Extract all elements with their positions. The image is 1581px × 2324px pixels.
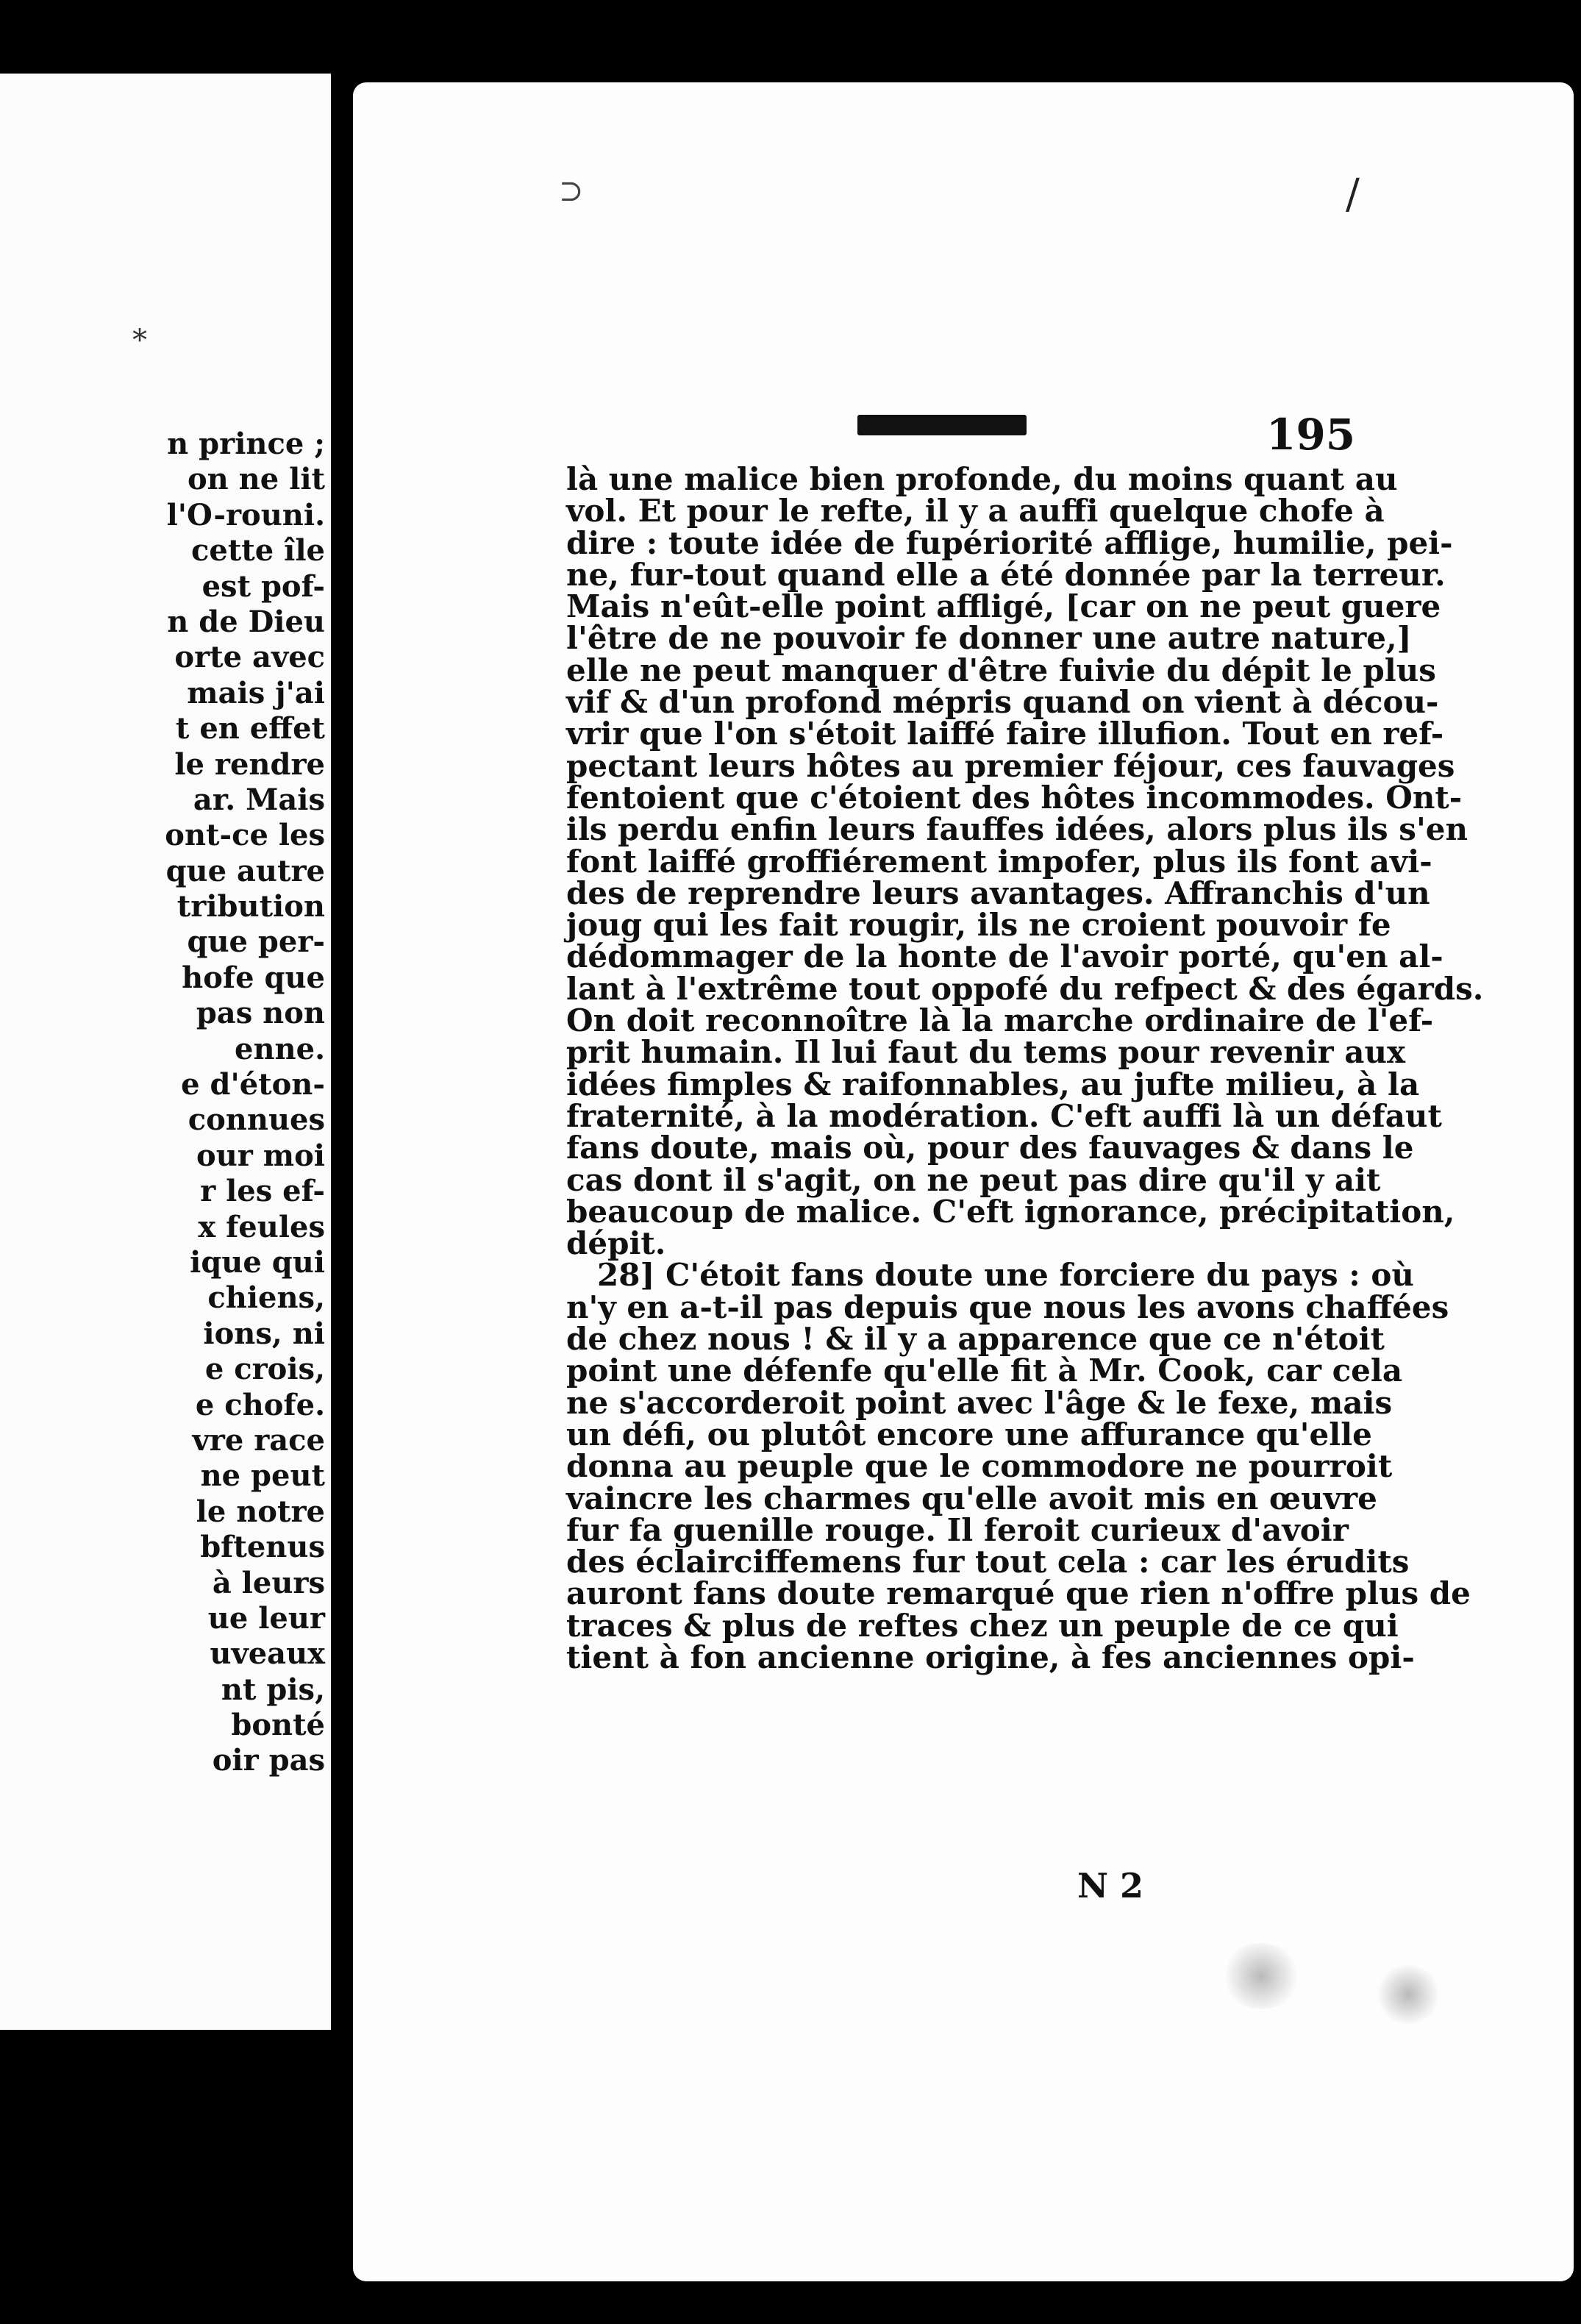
text-line: traces & plus de reftes chez un peuple de ce qui bbox=[566, 1607, 1399, 1644]
left-page-line: hofe que bbox=[182, 960, 325, 995]
smudge-mark bbox=[1221, 1943, 1302, 2009]
left-page-line: x feules bbox=[198, 1209, 325, 1244]
left-page-line: bonté bbox=[231, 1708, 325, 1743]
text-line: On doit reconnoître là la marche ordinaire de l'ef- bbox=[566, 1002, 1434, 1039]
text-line: un défi, ou plutôt encore une affurance qu'elle bbox=[566, 1416, 1372, 1452]
text-line: auront fans doute remarqué que rien n'offre plus de bbox=[566, 1575, 1471, 1612]
left-page-line: on ne lit bbox=[187, 462, 325, 497]
header-ornament bbox=[857, 415, 1027, 435]
left-page-line: r les ef- bbox=[200, 1174, 325, 1209]
left-page-line: oir pas bbox=[212, 1743, 325, 1778]
text-line: beaucoup de malice. C'eft ignorance, précipitation, bbox=[566, 1193, 1455, 1230]
text-line: des éclairciffemens fur tout cela : car les érudits bbox=[566, 1544, 1410, 1580]
left-page bbox=[0, 74, 331, 2030]
text-line: donna au peuple que le commodore ne pourroit bbox=[566, 1448, 1393, 1485]
left-page-line: e chofe. bbox=[195, 1387, 325, 1422]
left-page-line: nt pis, bbox=[221, 1672, 325, 1707]
left-page-line: mais j'ai bbox=[187, 675, 325, 710]
left-page-line: enne. bbox=[235, 1031, 325, 1066]
left-page-line: ne peut bbox=[200, 1458, 325, 1494]
text-line: fraternité, à la modération. C'eft auffi là un défaut bbox=[566, 1097, 1442, 1134]
left-page-line: uveaux bbox=[210, 1636, 325, 1672]
text-line: vif & d'un profond mépris quand on vient à décou- bbox=[566, 684, 1439, 721]
text-line: vrir que l'on s'étoit laiffé faire illufion. Tout en ref- bbox=[566, 716, 1444, 752]
text-line: cas dont il s'agit, on ne peut pas dire qu'il y ait bbox=[566, 1161, 1381, 1198]
text-line: ne s'accorderoit point avec l'âge & le fexe, mais bbox=[566, 1384, 1393, 1421]
text-line: là une malice bien profonde, du moins quant au bbox=[566, 461, 1398, 497]
text-line: dépit. bbox=[566, 1225, 666, 1262]
page-number: 195 bbox=[1266, 410, 1356, 460]
left-page-line: que autre bbox=[165, 853, 325, 888]
left-page-line: le notre bbox=[196, 1494, 325, 1529]
text-line: point une défenfe qu'elle fit à Mr. Cook, car cela bbox=[566, 1352, 1403, 1389]
left-page-line: ions, ni bbox=[203, 1316, 325, 1351]
text-line: lant à l'extrême tout oppofé du refpect & des égards. bbox=[566, 970, 1484, 1007]
left-page-line: vre race bbox=[192, 1422, 325, 1458]
text-line: vol. Et pour le refte, il y a auffi quelque chofe à bbox=[566, 493, 1385, 530]
slash-mark: / bbox=[1346, 171, 1360, 218]
text-line: tient à fon ancienne origine, à fes anciennes opi- bbox=[566, 1639, 1415, 1675]
text-line: de chez nous ! & il y a apparence que ce n'étoit bbox=[566, 1321, 1385, 1358]
left-page-line: tribution bbox=[176, 889, 325, 924]
text-line: font laiffé groffiérement impofer, plus ils font avi- bbox=[566, 843, 1432, 880]
left-page-mark: * bbox=[132, 324, 147, 357]
signature-mark: N 2 bbox=[1077, 1866, 1144, 1906]
left-page-line: bftenus bbox=[200, 1530, 325, 1565]
smudge-mark bbox=[1375, 1965, 1441, 2024]
left-page-line: e d'éton- bbox=[181, 1067, 325, 1102]
text-line: fentoient que c'étoient des hôtes incommodes. Ont- bbox=[566, 779, 1463, 816]
left-page-line: orte avec bbox=[174, 640, 325, 675]
corner-mark: ⊃ bbox=[559, 174, 584, 208]
text-line: l'être de ne pouvoir fe donner une autre nature,] bbox=[566, 620, 1412, 657]
text-line: 28] C'étoit fans doute une forciere du pays : où bbox=[597, 1257, 1414, 1294]
text-line: dédommager de la honte de l'avoir porté, qu'en al- bbox=[566, 938, 1443, 975]
text-line: ne, fur-tout quand elle a été donnée par la terreur. bbox=[566, 556, 1446, 593]
text-line: fans doute, mais où, pour des fauvages & dans le bbox=[566, 1130, 1414, 1166]
left-page-line: à leurs bbox=[212, 1565, 325, 1600]
left-page-line: ique qui bbox=[190, 1244, 325, 1280]
text-line: fur fa guenille rouge. Il feroit curieux d'avoir bbox=[566, 1511, 1349, 1548]
left-page-line: e crois, bbox=[204, 1352, 325, 1387]
left-page-line: n de Dieu bbox=[167, 604, 325, 639]
left-page-line: que per- bbox=[187, 924, 325, 960]
left-page-line: le rendre bbox=[174, 746, 325, 782]
left-page-line: pas non bbox=[196, 996, 325, 1031]
text-line: prit humain. Il lui faut du tems pour revenir aux bbox=[566, 1034, 1406, 1071]
left-page-line: ar. Mais bbox=[193, 782, 325, 817]
text-line: n'y en a-t-il pas depuis que nous les avons chaffées bbox=[566, 1288, 1449, 1325]
text-line: elle ne peut manquer d'être fuivie du dépit le plus bbox=[566, 652, 1436, 688]
text-line: Mais n'eût-elle point affligé, [car on ne peut guere bbox=[566, 588, 1441, 625]
text-line: des de reprendre leurs avantages. Affranchis d'un bbox=[566, 874, 1430, 911]
body-text bbox=[566, 461, 1484, 1675]
left-page-line: cette île bbox=[191, 533, 325, 568]
text-line: idées fimples & raifonnables, au jufte milieu, à la bbox=[566, 1066, 1420, 1102]
left-page-text bbox=[165, 427, 325, 1779]
left-page-line: ont-ce les bbox=[165, 818, 325, 853]
text-line: dire : toute idée de fupériorité afflige, humilie, pei- bbox=[566, 524, 1453, 561]
left-page-line: our moi bbox=[196, 1138, 325, 1173]
left-page-line: est pof- bbox=[201, 568, 325, 604]
text-line: ils perdu enfin leurs fauffes idées, alors plus ils s'en bbox=[566, 811, 1468, 848]
left-page-line: l'O-rouni. bbox=[166, 497, 325, 532]
text-line: pectant leurs hôtes au premier féjour, ces fauvages bbox=[566, 747, 1455, 784]
left-page-line: n prince ; bbox=[167, 427, 325, 461]
left-page-line: chiens, bbox=[207, 1280, 325, 1316]
text-line: joug qui les fait rougir, ils ne croient pouvoir fe bbox=[566, 907, 1391, 944]
left-page-line: ue leur bbox=[207, 1600, 325, 1636]
main-page bbox=[353, 82, 1574, 2281]
left-page-line: connues bbox=[188, 1102, 325, 1138]
left-page-line: t en effet bbox=[175, 711, 325, 746]
text-line: vaincre les charmes qu'elle avoit mis en œuvre bbox=[566, 1480, 1377, 1516]
